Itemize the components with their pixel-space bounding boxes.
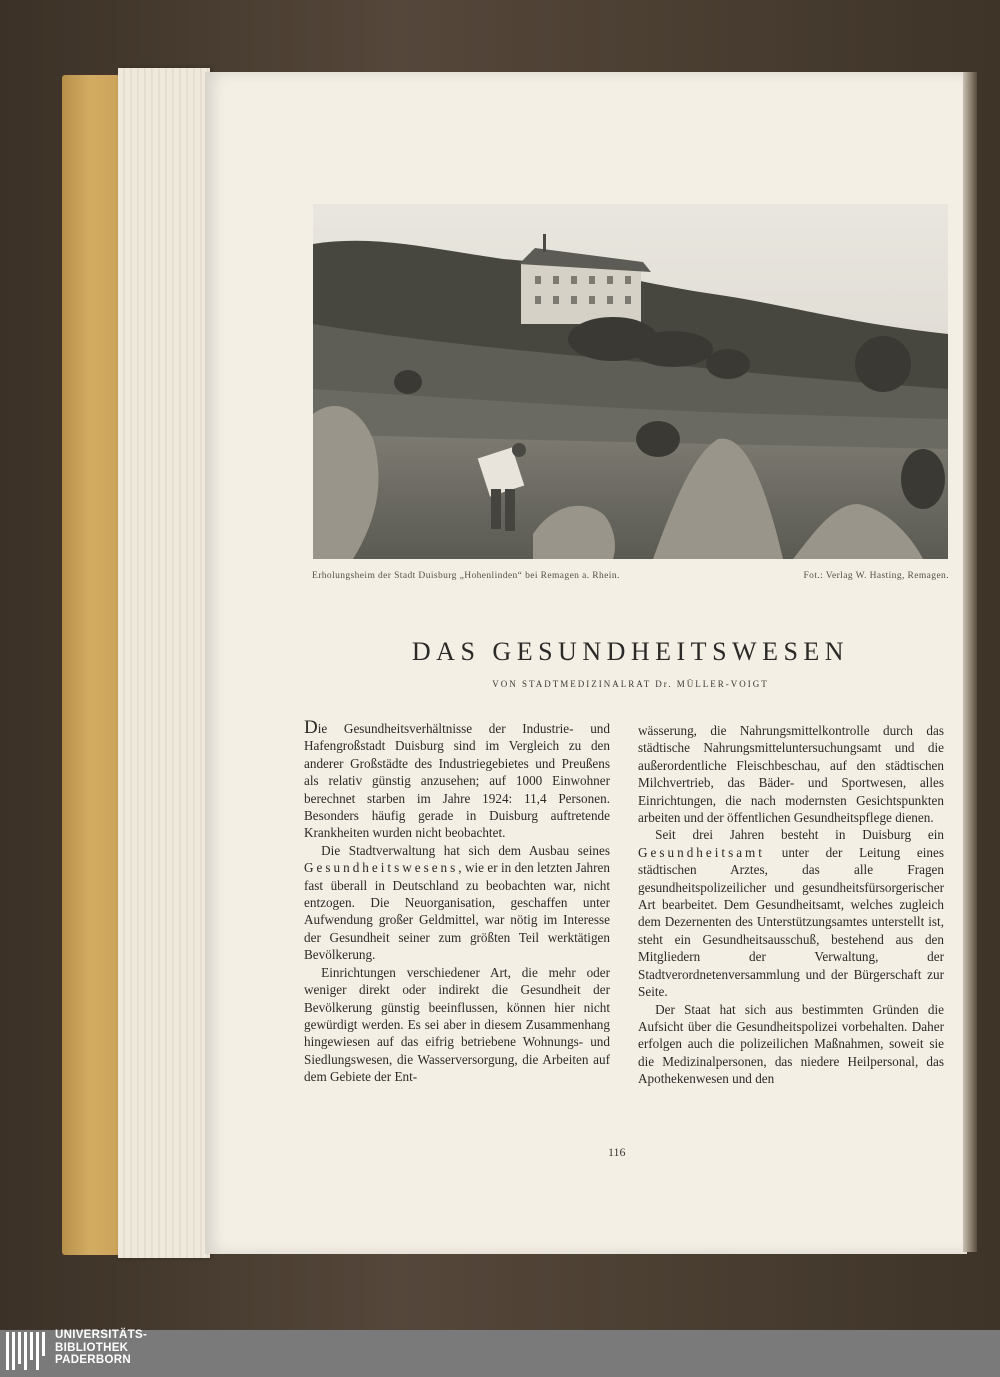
- paragraph: Der Staat hat sich aus bestimmten Gründen die Aufsicht über die Gesundheitspolizei vorbehalten. Daher erfolgen auch die polizeilichen Maßnahmen, soweit sie die Medizinalpersonen, das niedere Heilpersonal, das Apothekenwesen und den: [638, 1001, 944, 1087]
- photograph-sanatorium: [313, 204, 948, 559]
- page-number: 116: [608, 1145, 626, 1159]
- page-gutter-shadow: [963, 72, 977, 1252]
- paragraph: Einrichtungen verschiedener Art, die mehr oder weniger direkt oder indirekt die Gesundheit der Bevölkerung günstig beeinflussen, können hier nicht gewürdigt werden. Es sei aber in diesem Zusammenhang hingewiesen auf das eifrig betriebene Wohnungs- und Siedlungswesen, die Wasserversorgung, die Arbeiten auf dem Gebiete der Ent-: [304, 964, 610, 1085]
- paragraph: Seit drei Jahren besteht in Duisburg ein Gesundheitsamt unter der Leitung eines städtischen Arztes, das alle Fragen gesundheitspolizeilicher und gesundheitsfürsorgerischer Art bearbeitet. Dem Gesundheitsamt, welches zugleich dem Dezernenten des Unterstützungsamtes unterstellt ist, steht ein Gesundheitsausschuß, bestehend aus den Mitgliedern der Verwaltung, der Stadtverordnetenversammlung und der Bürgerschaft zur Seite.: [638, 827, 944, 1000]
- article-byline: VON STADTMEDIZINALRAT Dr. MÜLLER-VOIGT: [492, 679, 769, 689]
- photo-caption: Erholungsheim der Stadt Duisburg „Hohenlinden“ bei Remagen a. Rhein.: [312, 571, 620, 581]
- text-column-right: [638, 722, 944, 1088]
- article-title: DAS GESUNDHEITSWESEN: [411, 637, 850, 666]
- paragraph: Die Stadtverwaltung hat sich dem Ausbau seines Gesundheitswesens, wie er in den letzten Jahren fast überall in Deutschland zu beobachten war, nicht entzogen. Die Neuorganisation, geschaffen unter Aufwendung großer Geldmittel, war nötig im Interesse der Gesundheit seiner zum größten Teil werktätigen Bevölkerung.: [304, 842, 610, 963]
- photo-illustration: [313, 204, 948, 559]
- paragraph: Die Gesundheitsverhältnisse der Industrie- und Hafengroßstadt Duisburg sind im Vergleich zu den anderer Großstädte des Industriegebietes und Preußens als relativ günstig anzusehen; auf 1000 Einwohner berechnet starben im Jahre 1924: 11,4 Personen. Besonders häufig gerade in Duisburg auftretende Krankheiten wurden nicht beobachtet.: [304, 717, 610, 841]
- photo-credit: Fot.: Verlag W. Hasting, Remagen.: [803, 571, 949, 581]
- library-logo-icon: [4, 1328, 50, 1374]
- drop-cap: D: [304, 717, 318, 738]
- spaced-emphasis: Gesundheitswesens: [304, 860, 459, 876]
- library-logo-text: UNIVERSITÄTS- BIBLIOTHEK PADERBORN: [55, 1329, 148, 1366]
- text-column-left: [304, 717, 610, 1086]
- library-footer-bar: [0, 1330, 1000, 1377]
- paragraph: wässerung, die Nahrungsmittelkontrolle durch das städtische Nahrungsmitteluntersuchungsamt und die außerordentliche Fleischbeschau, auf den städtischen Milchvertrieb, das Bäder- und Sportwesen, alles Einrichtungen, die nach modernsten Gesichtspunkten arbeiten und der öffentlichen Gesundheitspflege dienen.: [638, 723, 944, 826]
- page-stack-edges: [118, 68, 210, 1258]
- spaced-emphasis: Gesundheitsamt: [638, 844, 765, 860]
